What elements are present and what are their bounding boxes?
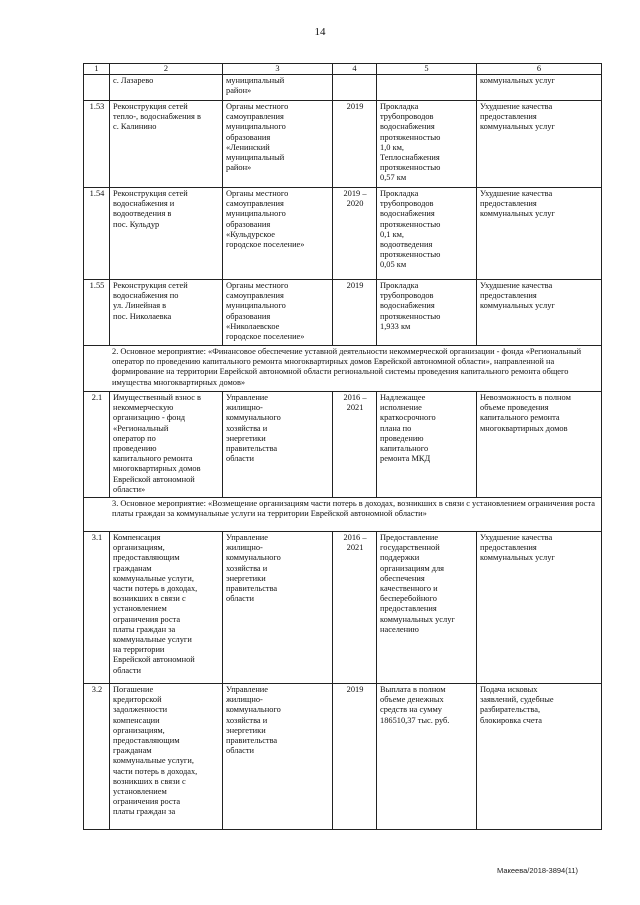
section-row <box>84 498 602 532</box>
row-number-cell: 1.55 <box>84 280 110 346</box>
result-cell: Прокладка трубопроводов водоснабжения протяженностью 1,933 км <box>377 280 477 346</box>
measure-name-cell: Погашение кредиторской задолженности компенсации организациям, предоставляющим гражданам коммунальные услуги, части потерь в доходах, возникших в связи с установлением ограничения роста платы граждан за <box>110 684 223 830</box>
table-row <box>84 101 602 188</box>
executor-cell: Управление жилищно- коммунального хозяйства и энергетики правительства области <box>223 532 333 684</box>
row-number-cell: 2.1 <box>84 392 110 498</box>
result-cell: Прокладка трубопроводов водоснабжения протяженностью 1,0 км, Теплоснабжения протяженностью 0,57 км <box>377 101 477 188</box>
result-cell: Предоставление государственной поддержки организациям для обеспечения качественного и бесперебойного предоставления коммунальных услуг населению <box>377 532 477 684</box>
table-row <box>84 684 602 830</box>
period-cell: 2019 <box>333 684 377 830</box>
measure-name-cell: Реконструкция сетей водоснабжения по ул. Линейная в пос. Николаевка <box>110 280 223 346</box>
measure-name-cell: Имущественный взнос в некоммерческую организацию - фонд «Региональный оператор по проведению капитального ремонта многоквартирных домов Еврейской автономной области» <box>110 392 223 498</box>
result-cell <box>377 75 477 101</box>
consequence-cell: Подача исковых заявлений, судебные разбирательства, блокировка счета <box>477 684 602 830</box>
table-row <box>84 280 602 346</box>
measure-name-cell: Реконструкция сетей тепло-, водоснабжения в с. Калинино <box>110 101 223 188</box>
consequence-cell: Ухудшение качества предоставления коммунальных услуг <box>477 532 602 684</box>
measure-name-cell: Компенсация организациям, предоставляющим гражданам коммунальные услуги, части потерь в доходах, возникших в связи с установлением ограничения роста платы граждан за коммунальные услуги на территории Еврейской автономной области <box>110 532 223 684</box>
table-header-row <box>84 64 602 75</box>
result-cell: Надлежащее исполнение краткосрочного плана по проведению капитального ремонта МКД <box>377 392 477 498</box>
measure-name-cell: Реконструкция сетей водоснабжения и водоотведения в пос. Кульдур <box>110 188 223 280</box>
period-cell: 2016 – 2021 <box>333 532 377 684</box>
section-2-heading: 2. Основное мероприятие: «Финансовое обеспечение уставной деятельности некоммерческой организации - фонда «Региональный оператор по проведению капитального ремонта многоквартирных домов Еврейской автономной области», направленной на формирование на территории Еврейской автономной области региональной системы проведения капитального ремонта общего имущества многоквартирных домов» <box>84 346 602 392</box>
row-number-cell: 3.2 <box>84 684 110 830</box>
consequence-cell: коммунальных услуг <box>477 75 602 101</box>
period-cell: 2019 – 2020 <box>333 188 377 280</box>
executor-cell: Органы местного самоуправления муниципального образования «Кульдурское городское поселение» <box>223 188 333 280</box>
result-cell: Прокладка трубопроводов водоснабжения протяженностью 0,1 км, водоотведения протяженностью 0,05 км <box>377 188 477 280</box>
measures-table <box>83 63 602 830</box>
period-cell <box>333 75 377 101</box>
header-cell: 5 <box>377 64 477 75</box>
executor-cell: Управление жилищно- коммунального хозяйства и энергетики правительства области <box>223 684 333 830</box>
page-number: 14 <box>314 26 326 38</box>
header-cell: 3 <box>223 64 333 75</box>
document-reference: Макеева/2018-3894(11) <box>496 866 578 875</box>
table-row <box>84 392 602 498</box>
period-cell: 2019 <box>333 101 377 188</box>
table-row-continuation <box>84 75 602 101</box>
table-row <box>84 532 602 684</box>
consequence-cell: Невозможность в полном объеме проведения капитального ремонта многоквартирных домов <box>477 392 602 498</box>
result-cell: Выплата в полном объеме денежных средств на сумму 186510,37 тыс. руб. <box>377 684 477 830</box>
executor-cell: муниципальный район» <box>223 75 333 101</box>
row-number-cell: 1.53 <box>84 101 110 188</box>
executor-cell: Органы местного самоуправления муниципального образования «Николаевское городское поселение» <box>223 280 333 346</box>
row-number-cell: 1.54 <box>84 188 110 280</box>
table-body <box>84 64 602 830</box>
section-3-heading: 3. Основное мероприятие: «Возмещение организациям части потерь в доходах, возникших в связи с установлением ограничения роста платы граждан за коммунальные услуги на территории Еврейской автономной области» <box>84 498 602 532</box>
executor-cell: Органы местного самоуправления муниципального образования «Ленинский муниципальный район» <box>223 101 333 188</box>
table-row <box>84 188 602 280</box>
header-cell: 1 <box>84 64 110 75</box>
measure-name-cell: с. Лазарево <box>110 75 223 101</box>
period-cell: 2016 – 2021 <box>333 392 377 498</box>
consequence-cell: Ухудшение качества предоставления коммунальных услуг <box>477 280 602 346</box>
consequence-cell: Ухудшение качества предоставления коммунальных услуг <box>477 188 602 280</box>
header-cell: 4 <box>333 64 377 75</box>
section-row <box>84 346 602 392</box>
executor-cell: Управление жилищно- коммунального хозяйства и энергетики правительства области <box>223 392 333 498</box>
consequence-cell: Ухудшение качества предоставления коммунальных услуг <box>477 101 602 188</box>
row-number-cell <box>84 75 110 101</box>
header-cell: 6 <box>477 64 602 75</box>
period-cell: 2019 <box>333 280 377 346</box>
header-cell: 2 <box>110 64 223 75</box>
row-number-cell: 3.1 <box>84 532 110 684</box>
